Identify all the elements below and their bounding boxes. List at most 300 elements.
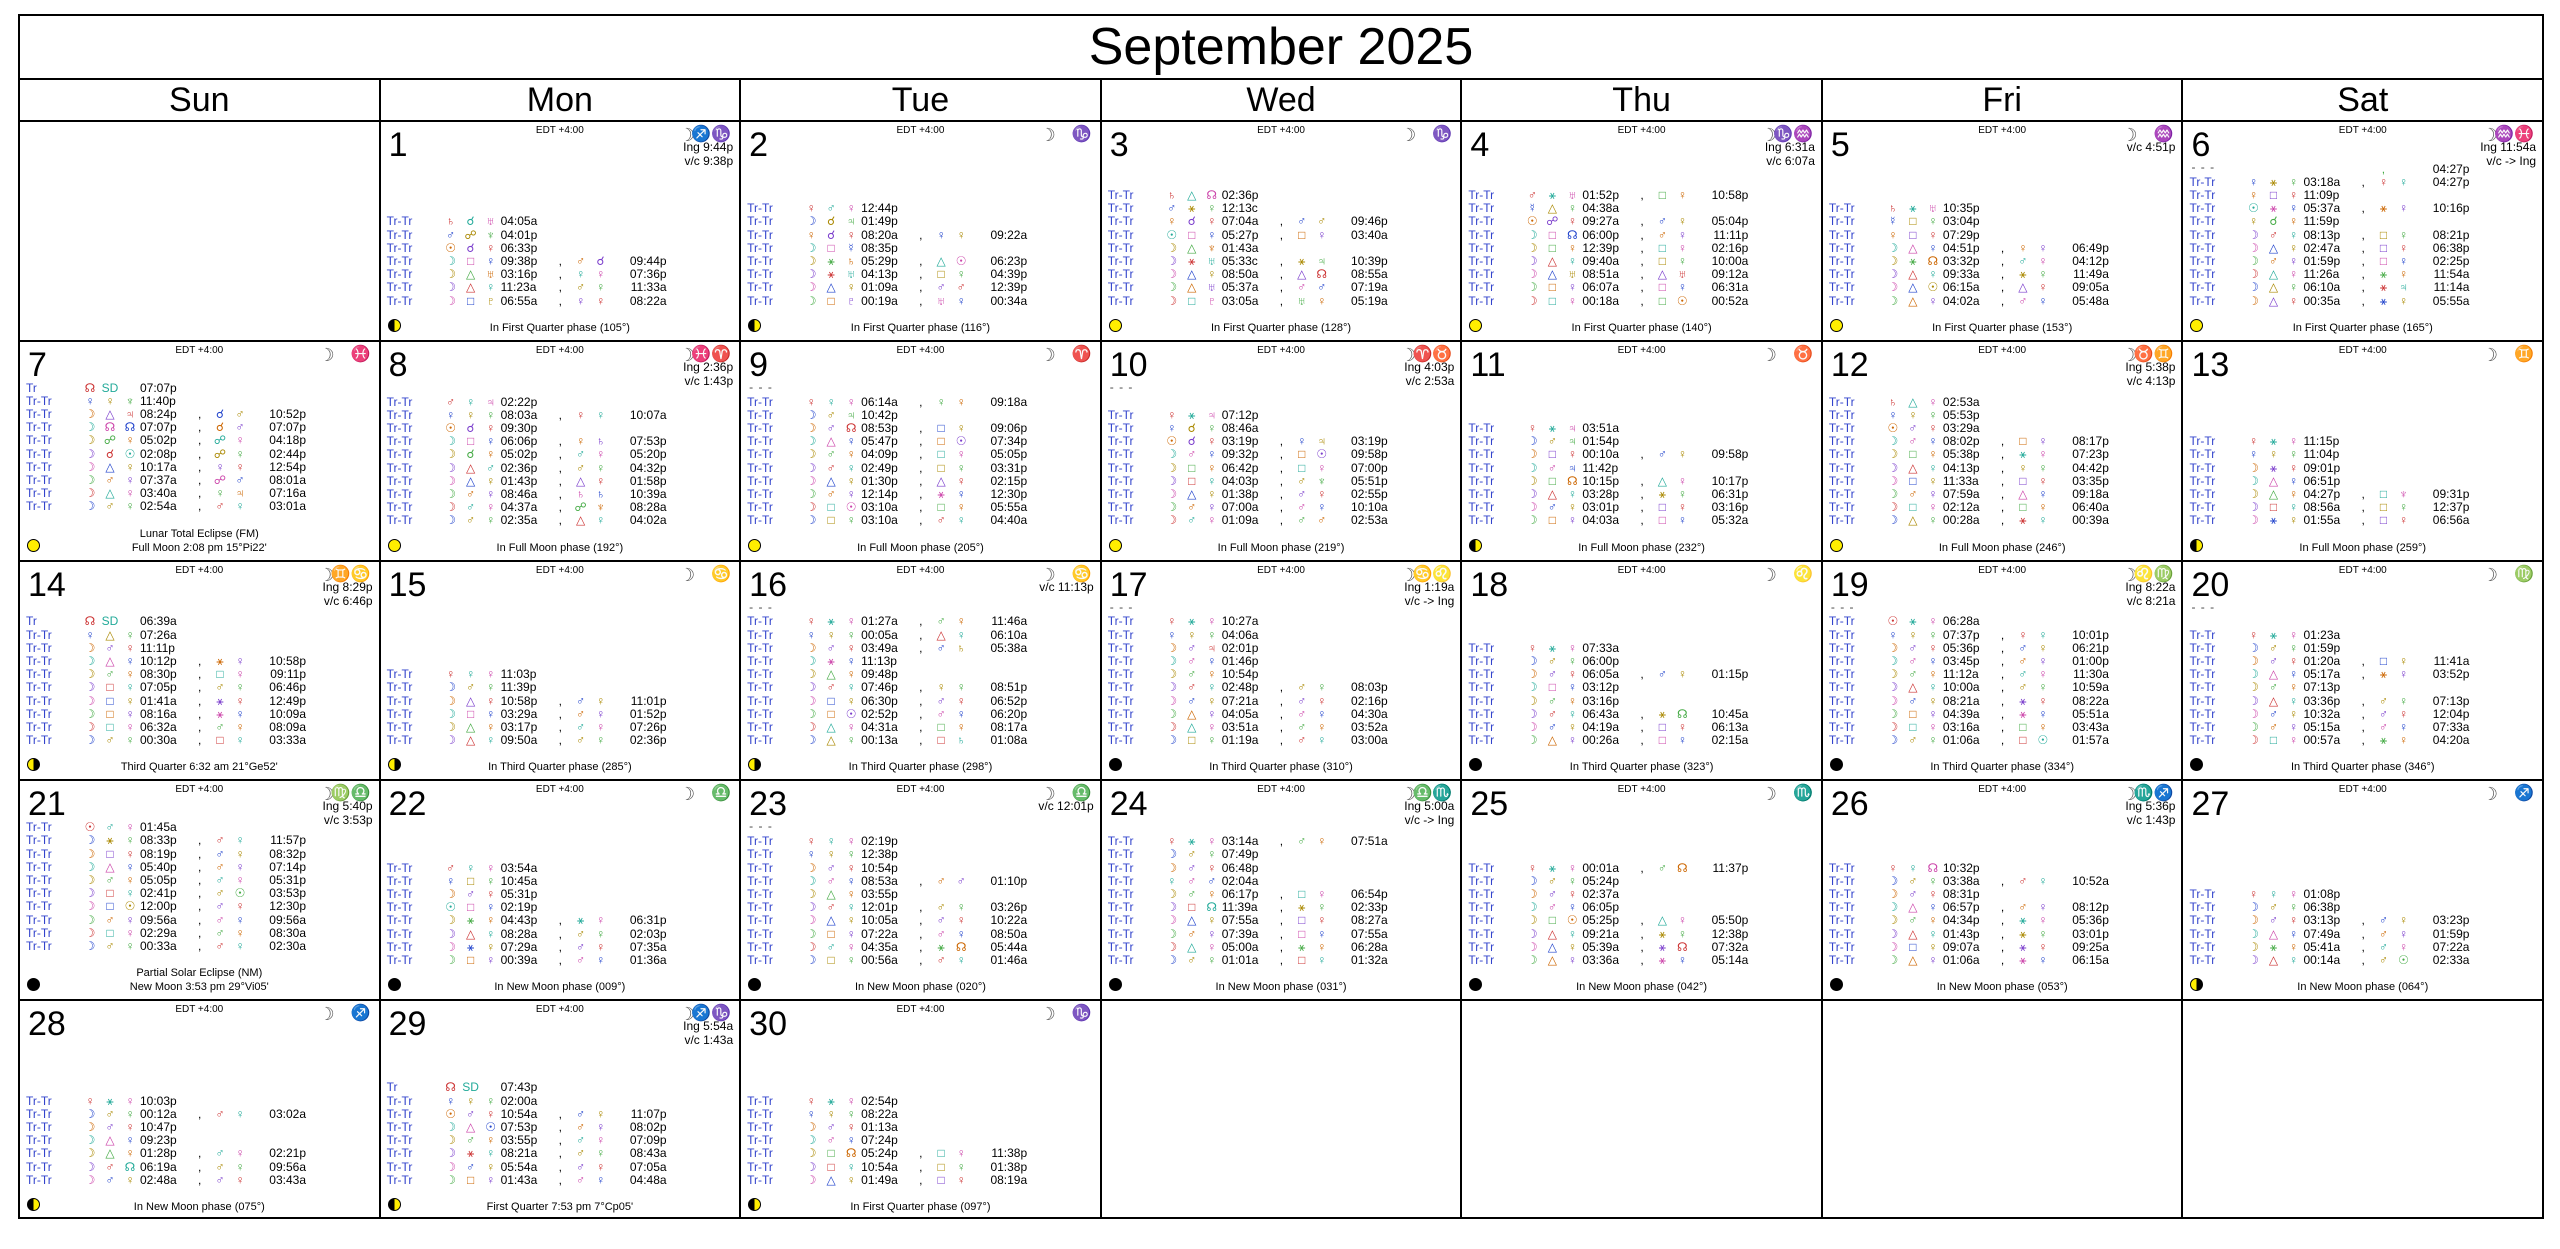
planet-glyph: ♀: [1928, 267, 1938, 282]
aspect-time: 10:35p: [1942, 201, 1980, 216]
aspect-time: 09:44p: [629, 253, 667, 268]
aspect-glyph: ♂: [576, 1172, 586, 1187]
planet-glyph: ♀: [1677, 253, 1687, 268]
aspect-time: 08:27a: [1351, 913, 1388, 928]
planet-glyph: ♀: [2398, 267, 2408, 282]
day-cell[interactable]: [20, 781, 381, 999]
aspect-type: Tr-Tr: [1107, 614, 1134, 629]
planet-glyph: [2393, 462, 2413, 475]
aspect-time: 11:15p: [2303, 434, 2340, 449]
planet-glyph: ☽: [445, 733, 456, 748]
aspect-row: [1468, 215, 1815, 228]
day-cell[interactable]: [20, 562, 381, 780]
aspect-row: [747, 848, 1094, 861]
aspect-time: 00:28a: [1942, 513, 1980, 528]
planet-glyph: ♀: [486, 407, 496, 422]
aspect-glyph: ⚹: [2269, 513, 2278, 528]
void-of-course: v/c 1:43p: [2126, 813, 2176, 828]
day-cell[interactable]: [381, 342, 742, 560]
day-cell[interactable]: [20, 342, 381, 560]
planet-glyph: ☊: [84, 614, 96, 629]
aspect-glyph: □: [827, 240, 835, 255]
planet-glyph: ♀: [1567, 873, 1577, 888]
planet-glyph: ♀: [956, 513, 966, 528]
aspect-row: [387, 1174, 734, 1187]
day-cell[interactable]: [1823, 122, 2184, 340]
planet-glyph: ♀: [486, 434, 496, 449]
aspect-time: 10:09a: [269, 706, 306, 721]
planet-glyph: ♀: [486, 719, 496, 734]
aspect-type: Tr-Tr: [1107, 407, 1134, 422]
separator: ,: [558, 719, 562, 734]
aspect-glyph: □: [2019, 434, 2027, 449]
aspect-glyph: □: [2379, 653, 2388, 668]
day-cell[interactable]: [381, 562, 742, 780]
aspect-row: [747, 734, 1094, 747]
planet-glyph: ♀: [846, 860, 856, 875]
day-cell[interactable]: [1823, 342, 2184, 560]
day-cell[interactable]: [1102, 562, 1463, 780]
aspect-type: Tr-Tr: [1468, 240, 1495, 255]
planet-glyph: ♂: [235, 472, 245, 487]
planet-glyph: ♀: [1928, 614, 1938, 629]
aspect-time: 04:05a: [1221, 706, 1259, 721]
aspect-time: 03:29a: [500, 706, 538, 721]
aspect-time: 04:05a: [500, 214, 538, 229]
day-cell[interactable]: [741, 781, 1102, 999]
aspect-type: Tr-Tr: [747, 667, 773, 682]
day-number: 19: [1830, 565, 1869, 604]
aspect-glyph: ♀: [2018, 240, 2028, 255]
aspect-time: 05:27p: [1221, 227, 1259, 242]
day-cell[interactable]: [1462, 122, 1823, 340]
aspect-glyph: □: [1298, 926, 1306, 941]
aspect-glyph: ♂: [1297, 280, 1307, 295]
aspect-list: [1468, 642, 1815, 748]
aspect-glyph: ♂: [826, 873, 836, 888]
planet-glyph: ☽: [805, 486, 817, 501]
aspect-time: 01:09a: [1221, 513, 1259, 528]
aspect-time: 05:36p: [2072, 913, 2109, 928]
aspect-time: 09:48p: [861, 667, 898, 682]
aspect-glyph: ♂: [105, 733, 115, 748]
planet-glyph: ☽: [805, 680, 817, 695]
aspect-glyph: ♂: [1908, 653, 1918, 668]
aspect-type: Tr-Tr: [747, 680, 773, 695]
aspect-row: [26, 461, 373, 474]
aspect-time: 02:36p: [500, 460, 538, 475]
timezone-label: EDT +4:00: [535, 564, 584, 576]
aspect-glyph: ⚹: [1188, 614, 1196, 629]
aspect-glyph: □: [1298, 886, 1306, 901]
day-number: 20: [2191, 565, 2230, 604]
aspect-glyph: ♀: [826, 627, 836, 642]
aspect-glyph: ⚹: [1188, 407, 1196, 422]
aspect-glyph: ♀: [2268, 447, 2278, 462]
planet-glyph: ♀: [125, 1119, 135, 1134]
aspect-time: 02:35a: [500, 513, 538, 528]
aspect-time: [1332, 642, 1388, 655]
aspect-time: 08:51a: [1582, 267, 1620, 282]
aspect-glyph: △: [826, 913, 836, 928]
planet-glyph: ☽: [84, 1119, 96, 1134]
aspect-list: [747, 1095, 1094, 1187]
day-cell[interactable]: [741, 342, 1102, 560]
aspect-glyph: ⚹: [466, 913, 475, 928]
aspect-row: [26, 848, 373, 861]
separator: ,: [919, 227, 923, 242]
planet-glyph: ☉: [485, 1119, 496, 1134]
aspect-glyph: ♂: [1297, 513, 1307, 528]
separator: ,: [919, 706, 923, 721]
aspect-glyph: ⚹: [2379, 201, 2388, 216]
aspect-glyph: ☍: [213, 446, 227, 461]
aspect-row: [26, 708, 373, 721]
aspect-glyph: □: [216, 667, 224, 682]
aspect-glyph: ♂: [826, 680, 836, 695]
planet-glyph: ☽: [84, 693, 96, 708]
aspect-time: 03:16p: [1582, 693, 1620, 708]
planet-glyph: ☽: [805, 1172, 817, 1187]
aspect-glyph: ♂: [1187, 873, 1197, 888]
day-cell[interactable]: [2183, 342, 2542, 560]
aspect-type: Tr-Tr: [1468, 187, 1495, 202]
planet-glyph: ♀: [235, 925, 245, 940]
aspect-row: [387, 242, 734, 255]
moon-phase-text: In Third Quarter phase (310°): [1209, 761, 1353, 774]
planet-glyph: ☽: [84, 872, 96, 887]
planet-glyph: ☊: [955, 939, 967, 954]
planet-glyph: ♀: [486, 473, 496, 488]
planet-glyph: ♀: [2038, 667, 2048, 682]
separator: ,: [2361, 227, 2365, 242]
planet-glyph: ♂: [235, 406, 245, 421]
planet-glyph: ☽: [84, 925, 96, 940]
day-cell[interactable]: [381, 781, 742, 999]
aspect-time: 03:14a: [1221, 834, 1259, 849]
day-cell[interactable]: [2183, 122, 2542, 340]
planet-glyph: ♀: [956, 394, 966, 409]
aspect-glyph: □: [1188, 460, 1196, 475]
planet-glyph: ♀: [1167, 873, 1177, 888]
aspect-glyph: ♂: [2378, 952, 2388, 967]
planet-glyph: ☽: [2248, 280, 2259, 295]
aspect-row: [747, 954, 1094, 967]
planet-glyph: ♀: [1317, 227, 1327, 242]
day-cell[interactable]: [381, 122, 742, 340]
planet-glyph: ♀: [1928, 706, 1938, 721]
aspect-glyph: △: [826, 473, 836, 488]
planet-glyph: ♀: [235, 706, 245, 721]
aspect-glyph: [1292, 189, 1312, 202]
aspect-time: 11:12a: [1942, 667, 1979, 682]
aspect-time: 01:06a: [1942, 733, 1980, 748]
week-row: [20, 1001, 2542, 1219]
planet-glyph: ♀: [1928, 680, 1938, 695]
day-cell[interactable]: [20, 1001, 381, 1219]
aspect-type: Tr-Tr: [26, 693, 52, 708]
day-cell[interactable]: [2183, 781, 2542, 999]
aspect-glyph: ⚹: [2019, 447, 2027, 462]
planet-glyph: ♀: [2288, 460, 2298, 475]
planet-glyph: ♀: [486, 886, 496, 901]
aspect-type: Tr-Tr: [1468, 500, 1495, 515]
planet-glyph: ♀: [956, 706, 966, 721]
aspect-time: 06:42p: [1221, 460, 1259, 475]
aspect-time: 08:22a: [629, 293, 667, 308]
planet-glyph: [2393, 448, 2413, 461]
aspect-row: [2189, 475, 2536, 488]
separator: ,: [198, 680, 202, 695]
aspect-type: Tr-Tr: [26, 925, 52, 940]
planet-glyph: ☽: [2248, 706, 2259, 721]
day-cell[interactable]: [1823, 562, 2184, 780]
aspect-row: [387, 462, 734, 475]
aspect-row: [747, 215, 1094, 228]
aspect-time: 07:13p: [2303, 680, 2341, 695]
aspect-time: 10:59a: [2072, 680, 2109, 695]
planet-glyph: ♂: [446, 227, 456, 242]
aspect-type: Tr-Tr: [747, 240, 773, 255]
aspect-type: Tr-Tr: [2189, 174, 2216, 189]
aspect-time: 01:52p: [629, 706, 667, 721]
planet-glyph: ☽: [805, 500, 817, 515]
separator: ,: [919, 394, 923, 409]
aspect-time: [611, 215, 667, 228]
aspect-glyph: [1292, 848, 1312, 861]
planet-glyph: ♀: [2288, 733, 2298, 748]
moon-phase-text: Third Quarter 6:32 am 21°Ge52': [120, 761, 278, 774]
aspect-glyph: △: [105, 406, 115, 421]
aspect-time: 04:27p: [2432, 174, 2470, 189]
aspect-time: 08:19p: [140, 846, 177, 861]
planet-glyph: ☽: [445, 913, 456, 928]
separator: ,: [919, 420, 923, 435]
aspect-time: 11:39a: [1221, 900, 1258, 915]
planet-glyph: ♀: [1888, 860, 1898, 875]
aspect-time: [250, 382, 306, 395]
planet-glyph: ♀: [846, 900, 856, 915]
aspect-time: [250, 395, 306, 408]
day-number: 4: [1470, 126, 1490, 164]
day-cell[interactable]: [1462, 342, 1823, 560]
aspect-type: Tr-Tr: [26, 1093, 52, 1108]
moon-phase-text: In New Moon phase (053°): [1936, 981, 2068, 994]
aspect-type: Tr-Tr: [1107, 860, 1134, 875]
aspect-time: 03:55p: [500, 1133, 538, 1148]
aspect-glyph: □: [1548, 280, 1556, 295]
aspect-glyph: ♂: [466, 680, 476, 695]
day-cell[interactable]: [381, 1001, 742, 1219]
aspect-time: 01:38p: [990, 1159, 1028, 1174]
aspect-time: 07:07p: [140, 380, 177, 395]
planet-glyph: ☉: [2248, 201, 2259, 216]
zodiac-sign: ♒♓: [2494, 126, 2535, 143]
aspect-list: [747, 615, 1094, 747]
timezone-label: EDT +4:00: [535, 125, 584, 136]
aspect-glyph: ♂: [576, 1146, 586, 1161]
planet-glyph: ♅: [1677, 267, 1687, 282]
separator: [919, 409, 931, 422]
aspect-time: 05:37a: [2303, 201, 2341, 216]
day-cell[interactable]: [741, 562, 1102, 780]
aspect-glyph: ☌: [466, 240, 475, 255]
separator: ,: [2361, 926, 2365, 941]
aspect-type: Tr-Tr: [386, 240, 413, 255]
planet-glyph: ♀: [2038, 706, 2048, 721]
zodiac-sign: ♎: [1071, 785, 1092, 803]
aspect-glyph: △: [1187, 486, 1197, 501]
planet-glyph: ♅: [486, 214, 496, 229]
planet-glyph: ♀: [1167, 420, 1177, 435]
planet-glyph: ♀: [125, 472, 135, 487]
aspect-row: [26, 1095, 373, 1108]
aspect-time: 06:30p: [861, 693, 898, 708]
day-cell[interactable]: [1462, 562, 1823, 780]
aspect-glyph: □: [466, 293, 475, 308]
planet-glyph: ♀: [1207, 486, 1217, 501]
day-cell[interactable]: [741, 122, 1102, 340]
weekday-wed: Wed: [1102, 80, 1463, 120]
zodiac-sign: ♑: [1432, 126, 1453, 143]
aspect-time: 08:13p: [2303, 227, 2341, 242]
aspect-glyph: ⚹: [466, 939, 475, 954]
aspect-glyph: ♀: [466, 860, 476, 875]
aspect-time: 03:02a: [269, 1106, 306, 1121]
aspect-glyph: △: [465, 733, 476, 748]
aspect-glyph: △: [1547, 486, 1557, 501]
aspect-type: Tr-Tr: [386, 1106, 413, 1121]
separator: [1280, 642, 1292, 655]
aspect-time: 02:30a: [269, 938, 306, 953]
aspect-glyph: ♀: [936, 680, 946, 695]
ingress-voc: [1765, 140, 1815, 168]
planet-glyph: ♀: [846, 667, 856, 682]
day-cell[interactable]: [1102, 342, 1463, 560]
day-cell[interactable]: [2183, 562, 2542, 780]
separator: ,: [2000, 293, 2005, 308]
aspect-time: [1332, 409, 1388, 422]
aspect-glyph: ♂: [2268, 227, 2278, 242]
aspect-type: Tr-Tr: [1828, 227, 1855, 242]
aspect-time: 05:17a: [2303, 667, 2341, 682]
day-cell[interactable]: [1823, 781, 2184, 999]
planet-glyph: ♀: [2038, 680, 2048, 695]
moon-icon: ☽: [1400, 344, 1417, 365]
aspect-glyph: [2013, 615, 2033, 628]
aspect-type: Tr-Tr: [1468, 280, 1495, 295]
planet-glyph: ♀: [596, 473, 606, 488]
planet-glyph: [1672, 422, 1692, 435]
aspect-row: [1468, 708, 1815, 721]
aspect-row: [26, 914, 373, 927]
planet-glyph: ♀: [2038, 267, 2048, 282]
aspect-list: [387, 215, 734, 307]
moon-phase-text: In First Quarter phase (153°): [1932, 321, 2073, 334]
moon-phase-text: In Full Moon phase (205°): [857, 541, 984, 554]
aspect-glyph: △: [1908, 513, 1918, 528]
aspect-time: 06:21p: [2072, 640, 2109, 655]
planet-glyph: ♀: [2288, 667, 2298, 682]
aspect-glyph: ♂: [2268, 253, 2278, 268]
day-cell[interactable]: [1102, 781, 1463, 999]
planet-glyph: ♀: [125, 640, 135, 655]
aspect-glyph: ⚹: [1658, 706, 1666, 721]
aspect-glyph: □: [1548, 913, 1556, 928]
aspect-row: [387, 215, 734, 228]
ingress-voc: [1039, 580, 1093, 594]
planet-glyph: ♀: [1167, 834, 1177, 849]
aspect-row: [2189, 163, 2536, 176]
planet-glyph: ♀: [1567, 640, 1577, 655]
day-cell[interactable]: [1462, 781, 1823, 999]
aspect-glyph: ♂: [105, 912, 115, 927]
aspect-row: [1829, 202, 2176, 215]
day-number: 9: [749, 345, 769, 384]
planet-glyph: ☊: [1566, 473, 1578, 488]
aspect-time: 06:28a: [1351, 939, 1388, 954]
aspect-glyph: ♂: [215, 846, 225, 861]
aspect-row: [1829, 462, 2176, 475]
aspect-glyph: ♂: [1657, 667, 1667, 682]
planet-glyph: ♀: [125, 1172, 135, 1187]
aspect-type: Tr-Tr: [1107, 447, 1134, 462]
aspect-type: Tr-Tr: [26, 486, 52, 501]
aspect-glyph: [2373, 435, 2393, 448]
planet-glyph: ♀: [486, 733, 496, 748]
aspect-glyph: ♂: [2268, 640, 2278, 655]
aspect-glyph: ☍: [213, 433, 227, 448]
aspect-type: Tr-Tr: [1828, 952, 1855, 967]
planet-glyph: ♀: [2288, 253, 2298, 268]
planet-glyph: ♀: [1567, 900, 1577, 915]
planet-glyph: ♀: [596, 1172, 606, 1187]
planet-glyph: ♀: [1317, 834, 1327, 849]
aspect-type: Tr-Tr: [1828, 680, 1855, 695]
day-cell[interactable]: [741, 1001, 1102, 1219]
separator: ,: [919, 1159, 923, 1174]
planet-glyph: ♂: [486, 460, 496, 475]
aspect-time: 06:52p: [990, 693, 1028, 708]
separator: ,: [198, 1106, 202, 1121]
planet-glyph: ♀: [486, 1093, 496, 1108]
aspect-row: [26, 629, 373, 642]
aspect-row: [1468, 681, 1815, 694]
planet-glyph: ♀: [1928, 640, 1938, 655]
aspect-row: [2189, 281, 2536, 294]
separator: ,: [558, 913, 562, 928]
aspect-time: 07:53p: [629, 434, 667, 449]
separator: [2361, 475, 2373, 488]
zodiac-sign: ♐♑: [691, 1005, 732, 1023]
planet-glyph: ♅: [1207, 280, 1217, 295]
aspect-time: 06:28a: [1942, 614, 1980, 629]
day-cell[interactable]: [1102, 122, 1463, 340]
planet-glyph: [1312, 862, 1332, 875]
moon-phase-text: In Full Moon phase (232°): [1578, 541, 1705, 554]
planet-glyph: ♃: [1317, 253, 1327, 268]
separator: ,: [2000, 500, 2005, 515]
aspect-time: 07:05p: [140, 680, 177, 695]
aspect-time: [2053, 615, 2109, 628]
aspect-glyph: □: [827, 293, 835, 308]
aspect-time: 04:09p: [861, 447, 898, 462]
separator: ,: [198, 859, 202, 874]
aspect-time: 09:32p: [1221, 447, 1259, 462]
planet-glyph: ☽: [1887, 434, 1899, 449]
planet-glyph: ♀: [596, 407, 606, 422]
aspect-time: 11:30a: [2073, 667, 2109, 682]
